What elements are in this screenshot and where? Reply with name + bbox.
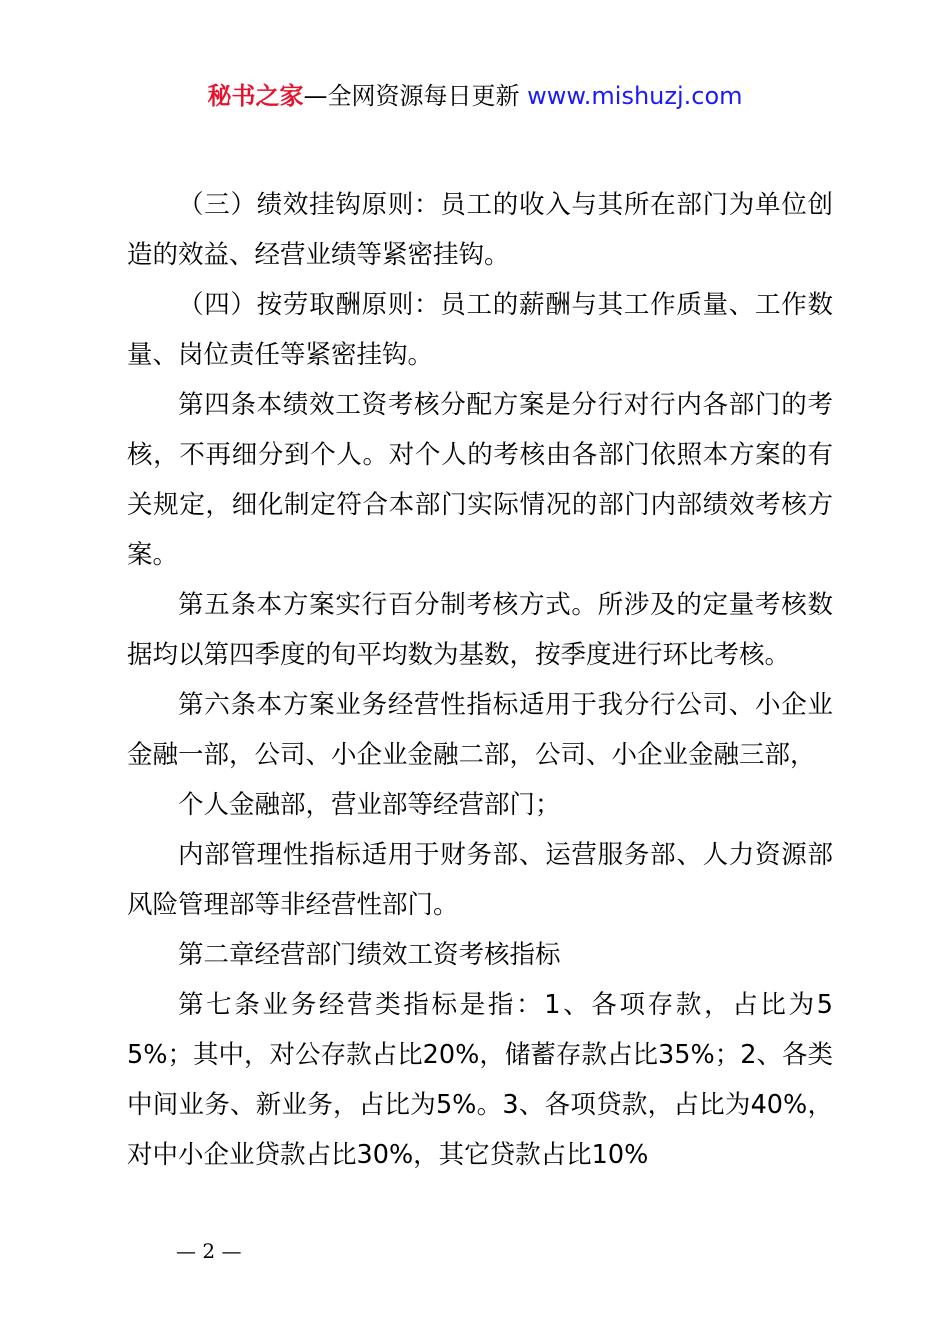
document-body — [127, 180, 833, 1180]
paragraph-internal-management: 内部管理性指标适用于财务部、运营服务部、人力资源部风险管理部等非经营性部门。 — [127, 840, 833, 920]
paragraph-principle-3: （三）绩效挂钩原则：员工的收入与其所在部门为单位创造的效益、经营业绩等紧密挂钩。 — [127, 190, 833, 270]
paragraph-principle-4: （四）按劳取酬原则：员工的薪酬与其工作质量、工作数量、岗位责任等紧密挂钩。 — [127, 290, 833, 370]
page-header — [0, 78, 950, 114]
paragraph-article-6: 第六条本方案业务经营性指标适用于我分行公司、小企业金融一部，公司、小企业金融二部，公司、小企业金融三部， — [127, 690, 833, 770]
header-brand: 秘书之家 — [207, 82, 304, 110]
page-number: — 2 — — [176, 1239, 242, 1263]
chapter-heading: 第二章经营部门绩效工资考核指标 — [178, 940, 561, 970]
paragraph-article-5: 第五条本方案实行百分制考核方式。所涉及的定量考核数据均以第四季度的旬平均数为基数，按季度进行环比考核。 — [127, 590, 833, 670]
paragraph-article-6-cont: 个人金融部，营业部等经营部门； — [178, 790, 561, 820]
header-slogan: —全网资源每日更新 — [303, 82, 520, 110]
paragraph-article-7: 第七条业务经营类指标是指：1、各项存款，占比为55%；其中，对公存款占比20%，储蓄存款占比35%；2、各类中间业务、新业务，占比为5%。3、各项贷款，占比为40%，对中小企业贷款占比30%，其它贷款占比10% — [127, 990, 833, 1170]
paragraph-article-4: 第四条本绩效工资考核分配方案是分行对行内各部门的考核，不再细分到个人。对个人的考核由各部门依照本方案的有关规定，细化制定符合本部门实际情况的部门内部绩效考核方案。 — [127, 390, 833, 570]
header-url-link[interactable]: www.mishuzj.com — [527, 82, 743, 110]
